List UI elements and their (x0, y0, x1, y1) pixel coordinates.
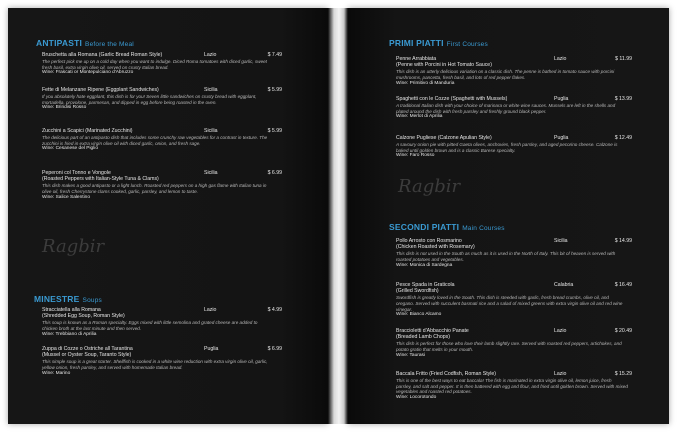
menu-item (396, 282, 628, 318)
dish-name: Pollo Arrosto con Rosmarino (396, 238, 462, 244)
menu-item (42, 52, 274, 76)
dish-name: Fette di Melanzane Ripene (Eggplant Sandwiches) (42, 87, 159, 93)
dish-description: This dish is not used in the South as much as it is used in the North of Italy. This bit of heaven is served with roasted potatoes and vegetables. (396, 251, 616, 262)
wine-pairing: Wine: Taurasi (396, 352, 425, 358)
dish-name: Braccioletti d'Abbacchio Panate (396, 328, 469, 334)
dish-name: Calzone Pugliese (Calzone Apulian Style) (396, 135, 492, 141)
dish-price: $ 15.29 (614, 371, 632, 377)
dish-name: Penne Arrabbiata (396, 56, 437, 62)
wine-pairing: Wine: Primitivo di Manduria (396, 80, 455, 86)
dish-region: Lazio (554, 328, 567, 334)
minestre-title: MINESTRE (34, 294, 80, 304)
menu-item (42, 307, 274, 338)
dish-price: $ 20.49 (614, 328, 632, 334)
dish-region: Calabria (554, 282, 574, 288)
wine-pairing: Wine: Monica di Sardegna (396, 262, 453, 268)
menu-item (42, 346, 274, 377)
dish-description: If you absolutely hate eggplant, this dish is for you! Seven little sandwiches on crusty bread with eggplant, mortadella, provolone, parmesan, and dipped in egg before being roasted in the oven. (42, 94, 257, 105)
dish-translation: (Shredded Egg Soup, Roman Style) (42, 313, 125, 320)
dish-price: $ 5.99 (267, 128, 282, 134)
dish-name: Pesce Spada in Graticola (396, 282, 455, 288)
dish-description: This soup is known as a Roman specialty. Eggs mixed with little semolina and grated cheese are added to chicken broth at the last minute and then served. (42, 320, 258, 331)
signature-logo-right: Ragbir (398, 176, 461, 197)
secondi-subtitle: Main Courses (462, 225, 505, 232)
wine-pairing: Wine: Trebbiano di Aprilia (42, 331, 97, 337)
dish-translation: (Chicken Roasted with Rosemary) (396, 244, 475, 251)
dish-price: $ 16.49 (614, 282, 632, 288)
primi-title: PRIMI PIATTI (389, 38, 444, 48)
signature-logo: Ragbir (42, 236, 105, 257)
dish-price: $ 7.49 (267, 52, 282, 58)
dish-region: Sicilia (204, 128, 218, 134)
dish-description: This dish is an utterly delicious variation on a classic dish. The penne is bathed in tomato sauce with porcini mushrooms, pancetta, fresh basil, and lots of red pepper flakes. (396, 69, 615, 80)
primi-subtitle: First Courses (446, 41, 488, 48)
dish-name: Zuppa di Cozze o Ostriche all Tarantina (42, 346, 133, 352)
dish-translation: (Grilled Swordfish) (396, 288, 439, 295)
wine-pairing: Wine: Locorotondo (396, 394, 437, 400)
dish-description: Swordfish is greatly loved in the South. This dish is steeded with garlic, fresh bread crumbs, olive oil, and oregano. Served with succulent basmati rice and a salad of mixed greens with extra virgin olive oil and red wine vinegar. (396, 295, 623, 312)
dish-name: Spaghetti con le Cozze (Spaghetti with Mussels) (396, 96, 508, 102)
menu-item (42, 170, 274, 201)
dish-name: Stracciatella alla Romana (42, 307, 101, 313)
dish-name: Bruschetta alla Romana (Garlic Bread Roman Style) (42, 52, 163, 58)
dish-translation: (Mussel or Oyster Soup, Taranto Style) (42, 352, 132, 359)
menu-item (396, 328, 628, 359)
dish-price: $ 14.99 (614, 238, 632, 244)
antipasti-title: ANTIPASTI (36, 38, 83, 48)
antipasti-subtitle: Before the Meal (85, 41, 134, 48)
dish-region: Sicilia (204, 170, 218, 176)
dish-translation: (Penne with Porcini in Hot Tomato Sauce) (396, 62, 492, 69)
dish-description: This simple soup is a great starter. Shellfish is cooked in a white wine reduction with extra virgin olive oil, garlic, yellow onion, fresh parsley, and served with homemade Italian bread. (42, 359, 268, 370)
menu-item (42, 87, 274, 111)
wine-pairing: Wine: Faro Rosso (396, 153, 435, 159)
menu-item (396, 56, 628, 87)
menu-item (42, 128, 274, 152)
minestre-heading (34, 294, 102, 304)
dish-price: $ 12.49 (614, 135, 632, 141)
menu-item (396, 371, 628, 401)
dish-description: The perfect pick me up on a cold day when you want to indulge. Diced Roma tomatoes with diced garlic, sweet fresh basil, extra virgin olive oil, served on crusty Italian bread. (42, 59, 267, 70)
minestre-subtitle: Soups (82, 297, 102, 304)
dish-region: Sicilia (554, 238, 568, 244)
dish-description: This is one of the best ways to eat baccala! The fish is marinated in extra virgin olive oil, lemon juice, fresh parsley, and salt and pepper. It is then battered with egg and flour, and fried until golden brown. Served with mixed vegetables and roasted red potatoes. (396, 378, 628, 395)
dish-region: Puglia (204, 346, 219, 352)
menu-spine (328, 8, 348, 424)
dish-description: The delicious part of an antipasto dish that includes some crunchy raw vegetables for a contrast in texture. The zucchini is fried in extra virgin olive oil with diced garlic, onion, and fresh sage. (42, 135, 268, 146)
wine-pairing: Wine: Frascati or Montepulciano d'Abruzzo (42, 70, 134, 76)
dish-region: Lazio (204, 307, 217, 313)
wine-pairing: Wine: Marino (42, 370, 71, 376)
secondi-title: SECONDI PIATTI (389, 222, 460, 232)
dish-translation: (Breaded Lamb Chops) (396, 334, 450, 341)
dish-description: This dish makes a good antipasto or a light lunch. Roasted red peppers on a high gas flame with Italian tuna in olive oil, fresh Cherrystone clams cooked, garlic, parsley, and lemon to taste. (42, 183, 267, 194)
wine-pairing: Wine: Bianco Alcamo (396, 312, 442, 318)
wine-pairing: Wine: Salice Salentino (42, 194, 90, 200)
dish-name: Zucchini a Scapici (Marinated Zucchini) (42, 128, 133, 134)
dish-region: Sicilia (204, 87, 218, 93)
wine-pairing: Wine: Merlot di Aprilia (396, 114, 443, 120)
dish-description: This dish is perfect for those who love their lamb slightly rare. Served with roasted red peppers, artichokes, and potato gratin that melts in your mouth. (396, 341, 622, 352)
dish-translation: (Roasted Peppers with Italian-Style Tuna & Clams) (42, 176, 159, 183)
dish-name: Baccala Fritto (Fried Codfish, Roman Style) (396, 371, 497, 377)
dish-price: $ 5.99 (267, 87, 282, 93)
dish-region: Lazio (554, 371, 567, 377)
wine-pairing: Wine: Brindisi Rosso (42, 105, 87, 111)
dish-description: A traditional Italian dish with your choice of marinara or white wine sauces. Mussels are left in the shells and plated around the dish with fresh parsley and freshly ground black pepper. (396, 103, 616, 114)
menu-item (396, 135, 628, 159)
dish-region: Lazio (204, 52, 217, 58)
menu-item (396, 96, 628, 120)
wine-pairing: Wine: Cesanese del Piglio (42, 146, 98, 152)
dish-price: $ 13.99 (614, 96, 632, 102)
dish-region: Puglia (554, 96, 569, 102)
dish-price: $ 4.99 (267, 307, 282, 313)
antipasti-heading (36, 38, 134, 48)
dish-price: $ 6.99 (267, 346, 282, 352)
secondi-heading (389, 222, 505, 232)
dish-name: Peperoni col Tonno e Vongole (42, 170, 111, 176)
primi-heading (389, 38, 488, 48)
dish-description: A savoury onion pie with pitted Gaeta olives, anchovies, fresh parsley, and aged pecorino cheese. Calzone is baked until golden brown and is a classic Barese specialty. (396, 142, 618, 153)
menu-item (396, 238, 628, 269)
dish-region: Puglia (554, 135, 569, 141)
dish-price: $ 6.99 (267, 170, 282, 176)
dish-region: Lazio (554, 56, 567, 62)
dish-price: $ 11.99 (615, 56, 632, 62)
